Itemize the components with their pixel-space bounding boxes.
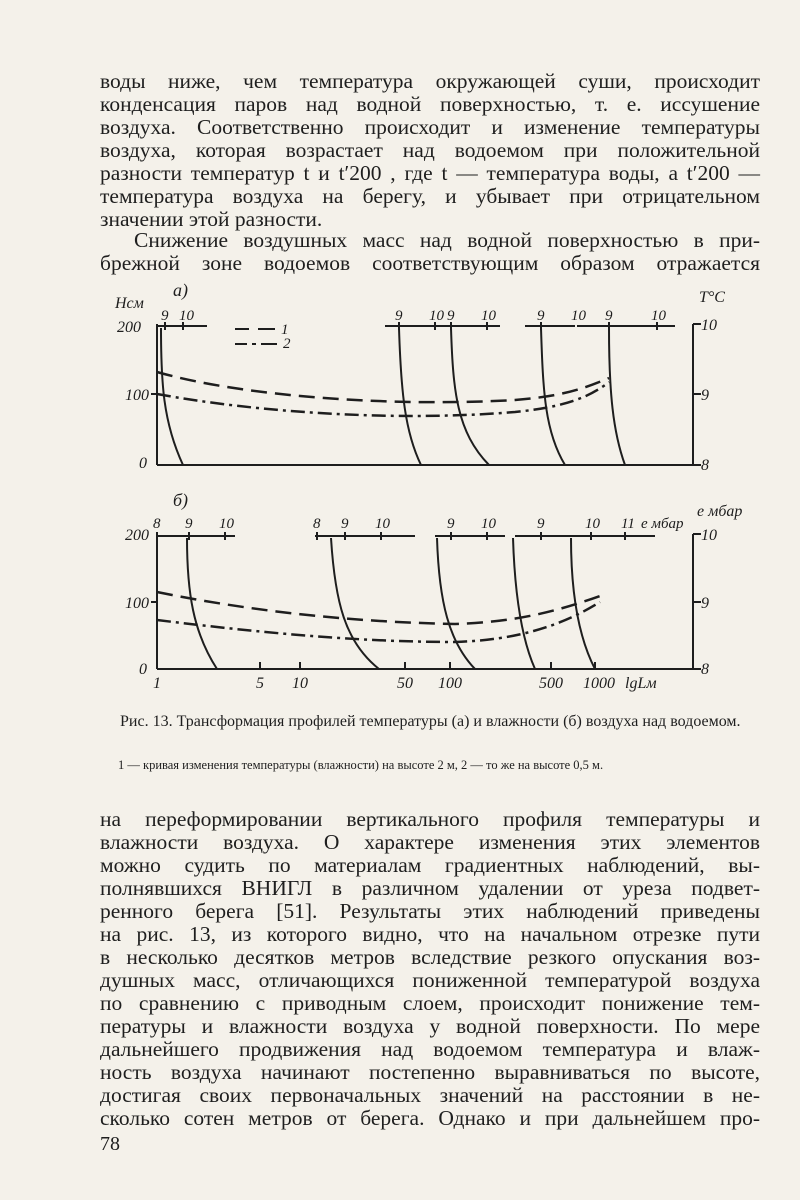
text-line: ренного берега [51]. Результаты этих наблюдений приведены [100,899,760,923]
scale-label: 10 [481,308,496,324]
y-tick: 100 [125,387,149,404]
y-tick: 100 [125,595,149,612]
scale-label: 9 [185,516,193,532]
text-line: брежной зоне водоемов соответствующим образом отражается [100,251,760,275]
figure-svg [95,282,775,692]
text-line: пературы и влажности воздуха у водной поверхности. По мере [100,1014,760,1038]
scale-label: 9 [447,516,455,532]
paragraph-bottom [100,808,760,1130]
text-line: значении этой разности. [100,207,323,231]
right-tick: 8 [701,661,709,678]
right-tick: 10 [701,317,717,334]
scale-label: 9 [341,516,349,532]
text-line: можно судить по материалам градиентных наблюдений, вы- [100,853,760,877]
scale-label: 10 [429,308,444,324]
scale-label: 9 [161,308,169,324]
scale-label: 9 [605,308,613,324]
scale-label: 9 [537,516,545,532]
scale-label: 10 [585,516,600,532]
text-line: Снижение воздушных масс над водной поверхностью в при- [134,228,760,252]
x-tick: 500 [539,675,563,692]
y-tick: 200 [117,319,141,336]
text-line: полнявшихся ВНИГЛ в различном удалении от уреза подвет- [100,876,760,900]
x-tick: 10 [292,675,308,692]
x-tick: 1000 [583,675,615,692]
text-line: достигая своих первоначальных значений на расстоянии в не- [100,1083,760,1107]
y-tick: 200 [125,527,149,544]
text-line: душных масс, отличающихся пониженной температурой воздуха [100,968,760,992]
scale-label: 8 [153,516,161,532]
x-tick: 100 [438,675,462,692]
text-line: по сравнению с приводным слоем, происходит понижение тем- [100,991,760,1015]
profile-curve [451,328,489,465]
legend-note-text: 1 — кривая изменения температуры (влажности) на высоте 2 м, 2 — то же на высоте 0,5 м. [118,758,604,772]
x-tick: 5 [256,675,264,692]
legend-label-2: 2 [283,336,291,352]
legend-label-1: 1 [281,322,289,338]
top-right-unit: e мбар [641,516,684,532]
right-tick: 9 [701,387,709,404]
right-tick: 8 [701,457,709,474]
paragraph-mid [100,229,760,275]
caption-text: Рис. 13. Трансформация профилей температуры (а) и влажности (б) воздуха над водоемом. [120,713,741,730]
scale-label: 10 [571,308,586,324]
text-line: дальнейшего продвижения над водоемом температура и влаж- [100,1037,760,1061]
scale-label: 10 [179,308,194,324]
profile-curve [513,538,535,669]
profile-curve [157,372,609,402]
scale-label: 9 [447,308,455,324]
scale-label: 10 [651,308,666,324]
figure-legend-note [118,758,768,773]
scale-label: 9 [395,308,403,324]
text-line: влажности воздуха. О характере изменения этих элементов [100,830,760,854]
profile-curve [609,328,625,465]
panel-b-right-axis-label: e мбар [697,503,743,520]
profile-curve [437,538,475,669]
scale-label: 10 [481,516,496,532]
text-line: конденсация паров над водной поверхностью, т. е. иссушение [100,92,760,116]
right-tick: 10 [701,527,717,544]
scale-label: 9 [537,308,545,324]
scale-label: 8 [313,516,321,532]
profile-curve [187,538,217,669]
profile-curve [399,328,421,465]
text-line: воздуха, которая возрастает над водоемом при положительной [100,138,760,162]
page-number: 78 [100,1133,120,1155]
text-line: воды ниже, чем температура окружающей суши, происходит [100,69,760,93]
scale-label: 10 [219,516,234,532]
figure-13 [95,282,775,692]
right-tick: 9 [701,595,709,612]
profile-curve [157,382,609,416]
text-line: на рис. 13, из которого видно, что на начальном отрезке пути [100,922,760,946]
profile-curve [331,538,379,669]
text-line: температура воздуха на берегу, и убывает при отрицательном [100,184,760,208]
profile-curve [157,592,600,624]
x-axis-label: lgLм [625,675,657,692]
x-tick: 50 [397,675,413,692]
x-tick: 1 [153,675,161,692]
text-line: сколько сотен метров от берега. Однако и при дальнейшем про- [100,1106,760,1130]
panel-b-label: б) [173,490,189,510]
y-tick: 0 [139,661,147,678]
scale-label: 11 [621,516,635,532]
text-line: ность воздуха начинают постепенно выравниваться по высоте, [100,1060,760,1084]
text-line: в несколько десятков метров вследствие резкого опускания воз- [100,945,760,969]
paragraph-top [100,70,760,231]
y-tick: 0 [139,455,147,472]
panel-a-y-axis-label: Hсм [115,295,144,312]
panel-a-label: а) [173,282,188,300]
scale-label: 10 [375,516,390,532]
text-line: на переформировании вертикального профиля температуры и [100,807,760,831]
text-line: разности температур t и t′200 , где t — температура воды, а t′200 — [100,161,760,185]
panel-a-right-axis-label: T°C [699,289,725,306]
figure-caption [100,712,770,731]
text-line: воздуха. Соответственно происходит и изменение температуры [100,115,760,139]
